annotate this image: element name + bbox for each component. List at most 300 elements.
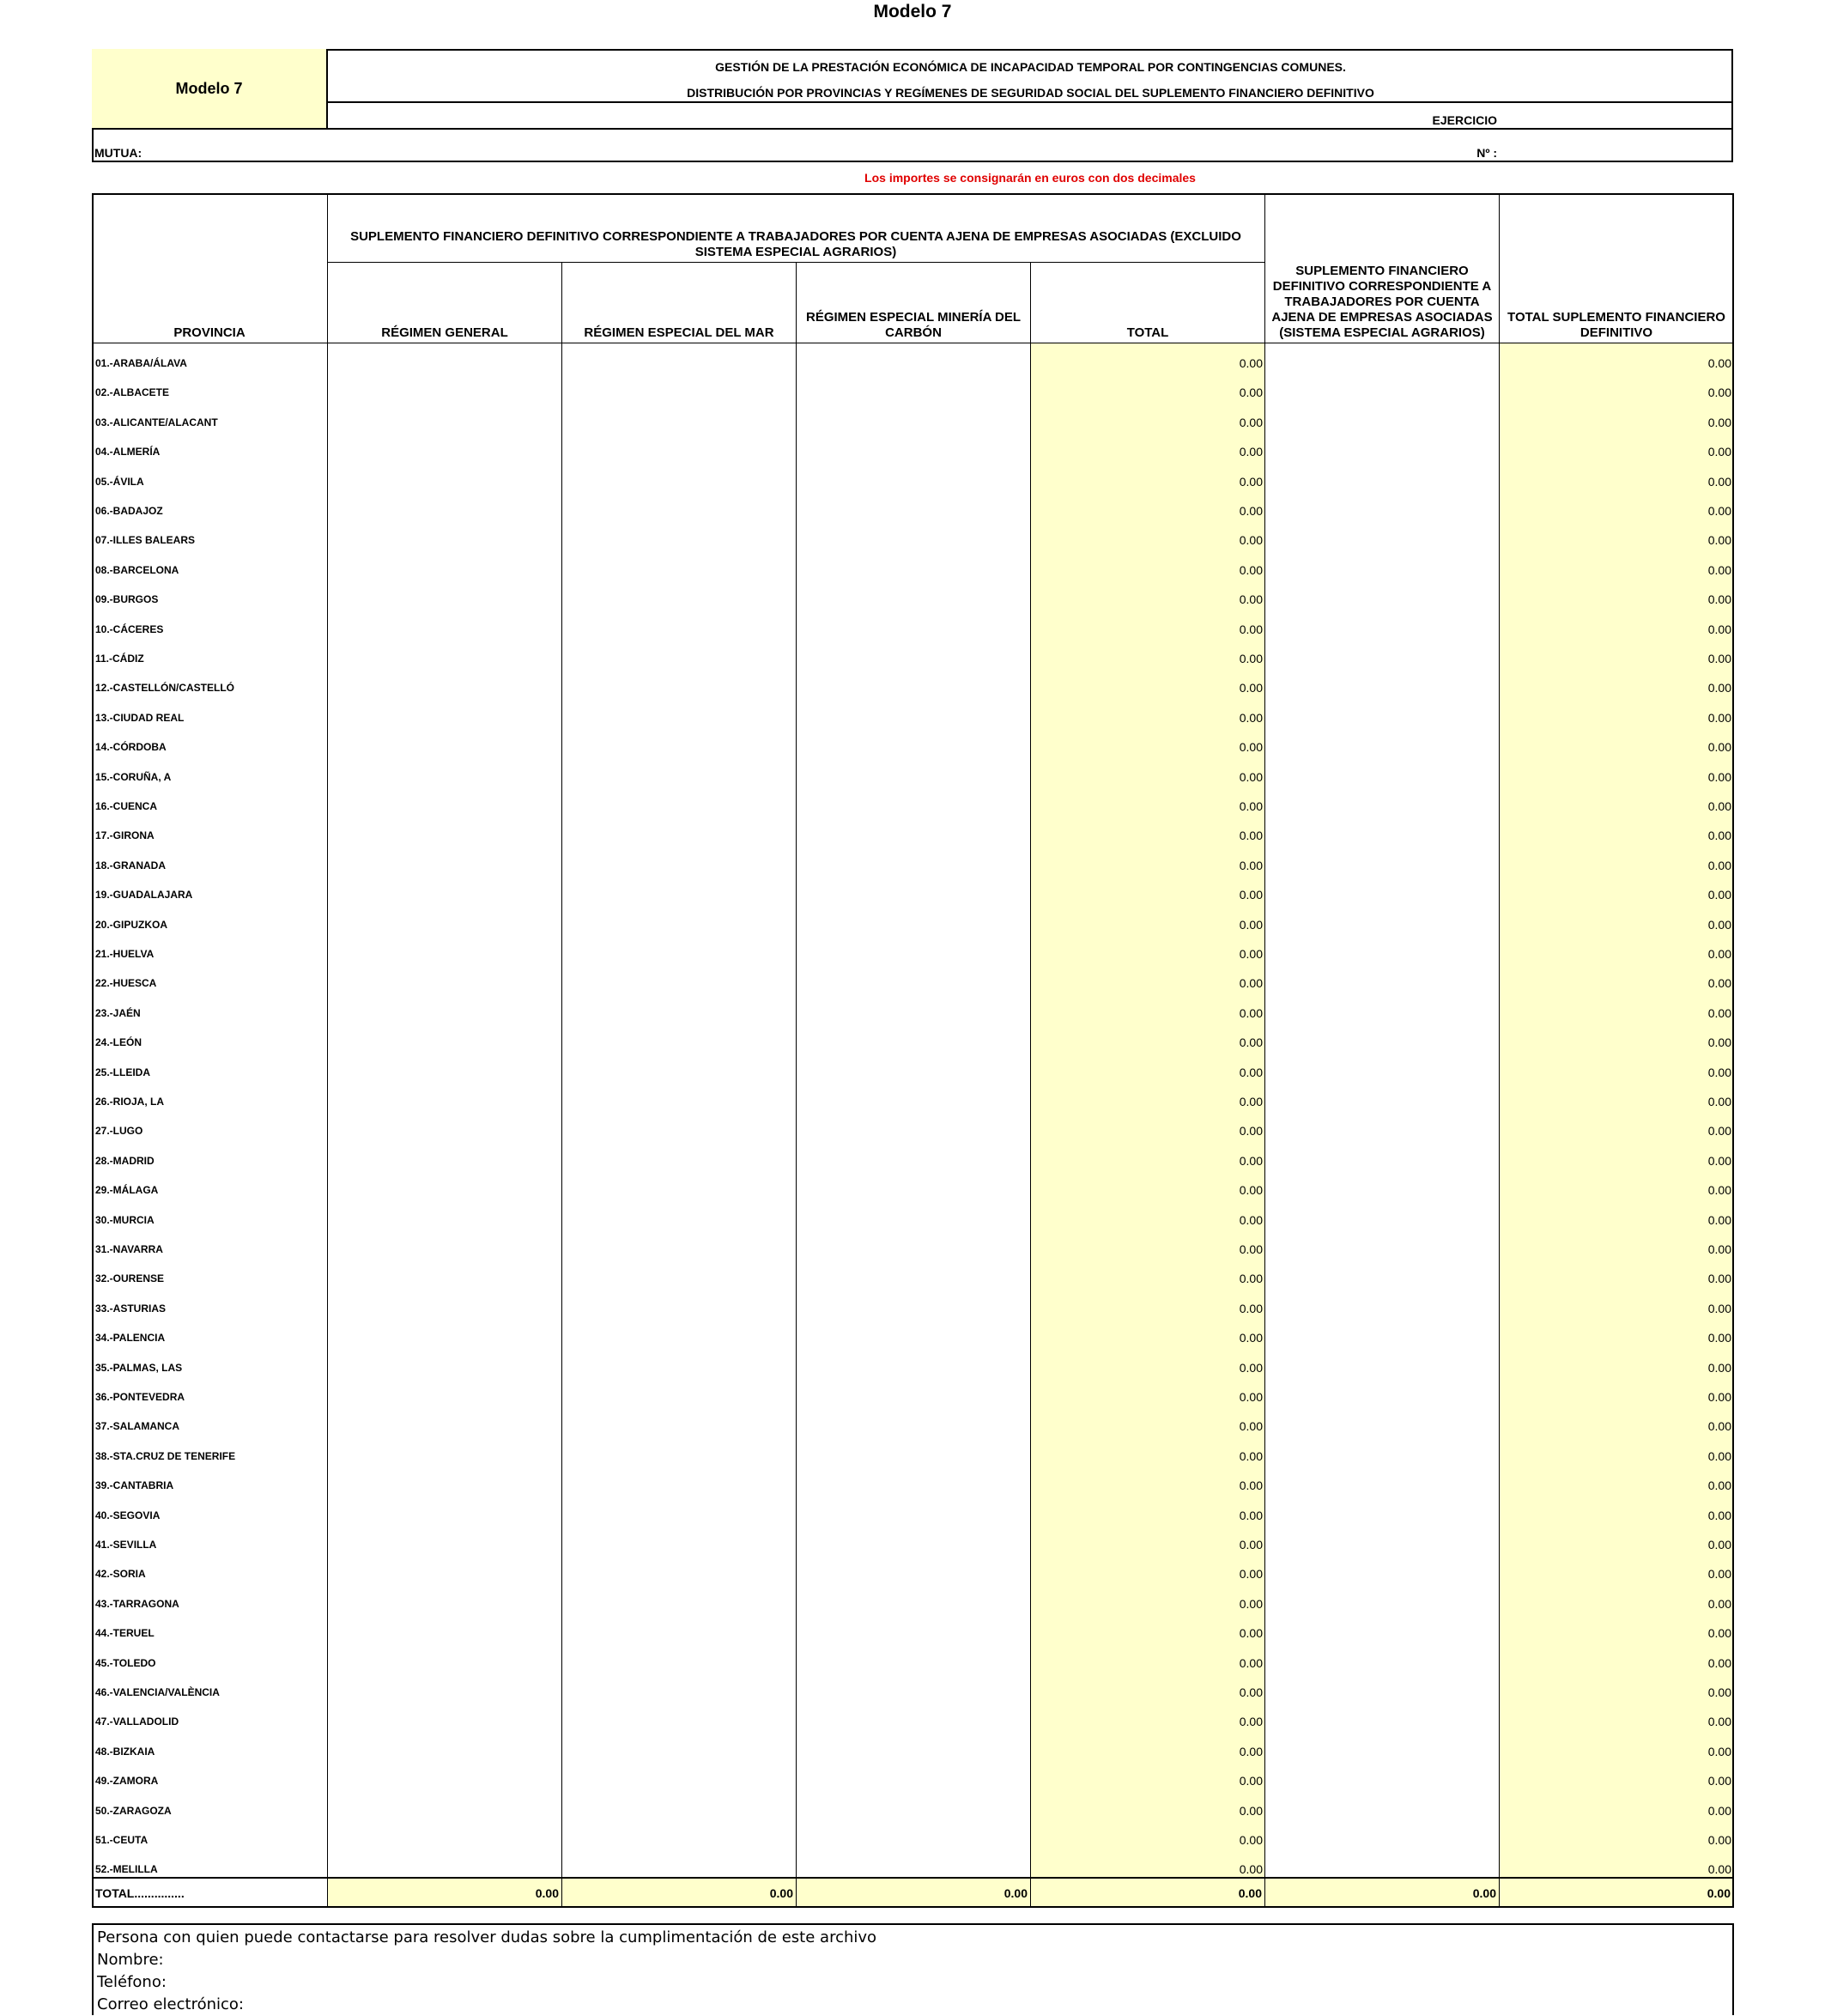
regimen-mineria-cell[interactable] xyxy=(797,1830,1029,1855)
agrarios-cell[interactable] xyxy=(1265,1475,1498,1501)
regimen-mar-cell[interactable] xyxy=(562,471,795,497)
total-suplemento-cell: 0.00 xyxy=(1707,1774,1731,1788)
regimen-mineria-cell[interactable] xyxy=(797,412,1029,438)
province-name: 09.-BURGOS xyxy=(95,593,159,605)
regimen-mineria-cell[interactable] xyxy=(797,1032,1029,1058)
regimen-mineria-cell[interactable] xyxy=(797,1298,1029,1324)
province-name: 04.-ALMERÍA xyxy=(95,446,161,458)
agrarios-cell[interactable] xyxy=(1265,677,1498,703)
total-suplemento-cell: 0.00 xyxy=(1707,1626,1731,1640)
regimen-general-cell[interactable] xyxy=(328,1327,561,1353)
agrarios-cell[interactable] xyxy=(1265,707,1498,733)
contact-telefono[interactable]: Teléfono: xyxy=(97,1973,167,1991)
agrarios-cell[interactable] xyxy=(1265,1003,1498,1029)
total-suplemento-cell: 0.00 xyxy=(1707,563,1731,577)
agrarios-cell[interactable] xyxy=(1265,589,1498,615)
province-name: 16.-CUENCA xyxy=(95,800,158,812)
regimen-general-cell[interactable] xyxy=(328,944,561,969)
agrarios-cell[interactable] xyxy=(1265,1446,1498,1472)
regimen-mineria-cell[interactable] xyxy=(797,1475,1029,1501)
regimen-mineria-cell[interactable] xyxy=(797,884,1029,910)
regimen-mar-cell[interactable] xyxy=(562,1534,795,1560)
agrarios-cell[interactable] xyxy=(1265,619,1498,645)
total-suplemento-cell: 0.00 xyxy=(1707,475,1731,489)
agrarios-cell[interactable] xyxy=(1265,1062,1498,1088)
total-cell: 0.00 xyxy=(1239,681,1263,695)
agrarios-cell[interactable] xyxy=(1265,1210,1498,1236)
total-cell: 0.00 xyxy=(1239,829,1263,842)
regimen-mineria-cell[interactable] xyxy=(797,619,1029,645)
regimen-general-cell[interactable] xyxy=(328,1210,561,1236)
total-cell: 0.00 xyxy=(1239,1035,1263,1049)
agrarios-cell[interactable] xyxy=(1265,1298,1498,1324)
regimen-general-cell[interactable] xyxy=(328,471,561,497)
regimen-general-cell[interactable] xyxy=(328,737,561,762)
agrarios-cell[interactable] xyxy=(1265,1268,1498,1294)
agrarios-cell[interactable] xyxy=(1265,1416,1498,1442)
total-suplemento-cell: 0.00 xyxy=(1707,1124,1731,1138)
agrarios-cell[interactable] xyxy=(1265,737,1498,762)
regimen-mineria-cell[interactable] xyxy=(797,914,1029,940)
regimen-mineria-cell[interactable] xyxy=(797,825,1029,851)
ejercicio-label: EJERCICIO xyxy=(1432,113,1497,127)
agrarios-cell[interactable] xyxy=(1265,1120,1498,1146)
regimen-mar-cell[interactable] xyxy=(562,589,795,615)
regimen-mineria-cell[interactable] xyxy=(797,1859,1029,1885)
regimen-mineria-cell[interactable] xyxy=(797,648,1029,674)
regimen-mineria-cell[interactable] xyxy=(797,1594,1029,1619)
regimen-mineria-cell[interactable] xyxy=(797,737,1029,762)
regimen-mar-cell[interactable] xyxy=(562,944,795,969)
regimen-general-cell[interactable] xyxy=(328,796,561,822)
regimen-mar-cell[interactable] xyxy=(562,1062,795,1088)
total-suplemento-cell: 0.00 xyxy=(1707,976,1731,990)
regimen-mar-cell[interactable] xyxy=(562,1564,795,1589)
regimen-mineria-cell[interactable] xyxy=(797,589,1029,615)
regimen-mar-cell[interactable] xyxy=(562,1151,795,1176)
total-suplemento-cell: 0.00 xyxy=(1707,1066,1731,1079)
agrarios-cell[interactable] xyxy=(1265,1387,1498,1412)
total-cell: 0.00 xyxy=(1239,1597,1263,1611)
regimen-mineria-cell[interactable] xyxy=(797,1800,1029,1826)
total-cell: 0.00 xyxy=(1239,770,1263,784)
agrarios-cell[interactable] xyxy=(1265,1091,1498,1117)
regimen-mar-cell[interactable] xyxy=(562,1003,795,1029)
regimen-mineria-cell[interactable] xyxy=(797,530,1029,556)
total-cell: 0.00 xyxy=(1239,888,1263,902)
regimen-mar-cell[interactable] xyxy=(562,1210,795,1236)
regimen-mar-cell[interactable] xyxy=(562,1032,795,1058)
regimen-mineria-cell[interactable] xyxy=(797,441,1029,467)
province-name: 26.-RIOJA, LA xyxy=(95,1096,165,1108)
regimen-general-cell[interactable] xyxy=(328,1387,561,1412)
regimen-general-cell[interactable] xyxy=(328,412,561,438)
regimen-mar-cell[interactable] xyxy=(562,1770,795,1796)
regimen-mar-cell[interactable] xyxy=(562,855,795,881)
regimen-general-cell[interactable] xyxy=(328,619,561,645)
contact-nombre[interactable]: Nombre: xyxy=(97,1951,164,1969)
regimen-mar-cell[interactable] xyxy=(562,382,795,408)
regimen-mar-cell[interactable] xyxy=(562,1505,795,1531)
agrarios-cell[interactable] xyxy=(1265,1770,1498,1796)
agrarios-cell[interactable] xyxy=(1265,1180,1498,1205)
total-cell: 0.00 xyxy=(1239,1183,1263,1197)
regimen-general-cell[interactable] xyxy=(328,707,561,733)
regimen-mineria-cell[interactable] xyxy=(797,1623,1029,1649)
total-suplemento-cell: 0.00 xyxy=(1707,1862,1731,1876)
regimen-mar-cell[interactable] xyxy=(562,353,795,379)
regimen-mar-cell[interactable] xyxy=(562,914,795,940)
total-cell: 0.00 xyxy=(1239,1124,1263,1138)
regimen-general-cell[interactable] xyxy=(328,1298,561,1324)
agrarios-cell[interactable] xyxy=(1265,855,1498,881)
regimen-mineria-cell[interactable] xyxy=(797,1564,1029,1589)
regimen-mineria-cell[interactable] xyxy=(797,1357,1029,1383)
regimen-general-cell[interactable] xyxy=(328,1062,561,1088)
total-suplemento-cell: 0.00 xyxy=(1707,1006,1731,1020)
agrarios-cell[interactable] xyxy=(1265,1594,1498,1619)
regimen-mineria-cell[interactable] xyxy=(797,1062,1029,1088)
regimen-mineria-cell[interactable] xyxy=(797,1711,1029,1737)
province-name: 41.-SEVILLA xyxy=(95,1539,157,1551)
total-cell: 0.00 xyxy=(1239,533,1263,547)
total-cell: 0.00 xyxy=(1239,445,1263,458)
regimen-mar-cell[interactable] xyxy=(562,677,795,703)
regimen-mineria-cell[interactable] xyxy=(797,471,1029,497)
regimen-mar-cell[interactable] xyxy=(562,560,795,586)
province-name: 27.-LUGO xyxy=(95,1125,143,1137)
regimen-mar-cell[interactable] xyxy=(562,1741,795,1767)
regimen-general-cell[interactable] xyxy=(328,677,561,703)
regimen-mineria-cell[interactable] xyxy=(797,1210,1029,1236)
regimen-mar-cell[interactable] xyxy=(562,412,795,438)
numero-input[interactable] xyxy=(1502,143,1730,160)
regimen-mar-cell[interactable] xyxy=(562,1623,795,1649)
province-name: 11.-CÁDIZ xyxy=(95,653,144,665)
total-suplemento-cell: 0.00 xyxy=(1707,652,1731,665)
total-suplemento-cell: 0.00 xyxy=(1707,1597,1731,1611)
agrarios-cell[interactable] xyxy=(1265,560,1498,586)
province-name: 51.-CEUTA xyxy=(95,1834,149,1846)
province-name: 13.-CIUDAD REAL xyxy=(95,712,185,724)
agrarios-cell[interactable] xyxy=(1265,1564,1498,1589)
total-suplemento-cell: 0.00 xyxy=(1707,1479,1731,1492)
regimen-general-cell[interactable] xyxy=(328,1800,561,1826)
total-suplemento-cell: 0.00 xyxy=(1707,1272,1731,1285)
regimen-general-cell[interactable] xyxy=(328,825,561,851)
regimen-mar-cell[interactable] xyxy=(562,1357,795,1383)
regimen-mineria-cell[interactable] xyxy=(797,1741,1029,1767)
regimen-general-cell[interactable] xyxy=(328,441,561,467)
regimen-general-cell[interactable] xyxy=(328,1711,561,1737)
province-name: 42.-SORIA xyxy=(95,1568,146,1580)
total-cell: 0.00 xyxy=(1239,1331,1263,1345)
regimen-mineria-cell[interactable] xyxy=(797,1387,1029,1412)
total-suplemento-cell: 0.00 xyxy=(1707,1213,1731,1227)
total-cell: 0.00 xyxy=(1239,1745,1263,1758)
regimen-mar-cell[interactable] xyxy=(562,1446,795,1472)
regimen-mar-cell[interactable] xyxy=(562,1475,795,1501)
regimen-general-cell[interactable] xyxy=(328,1770,561,1796)
agrarios-cell[interactable] xyxy=(1265,1534,1498,1560)
regimen-mineria-cell[interactable] xyxy=(797,1268,1029,1294)
regimen-mineria-cell[interactable] xyxy=(797,1534,1029,1560)
total-suplemento-cell: 0.00 xyxy=(1707,1567,1731,1581)
regimen-mineria-cell[interactable] xyxy=(797,1151,1029,1176)
regimen-general-cell[interactable] xyxy=(328,560,561,586)
agrarios-cell[interactable] xyxy=(1265,944,1498,969)
regimen-mineria-cell[interactable] xyxy=(797,1653,1029,1679)
agrarios-cell[interactable] xyxy=(1265,501,1498,526)
province-name: 52.-MELILLA xyxy=(95,1863,158,1875)
agrarios-cell[interactable] xyxy=(1265,1741,1498,1767)
regimen-mar-cell[interactable] xyxy=(562,619,795,645)
regimen-general-cell[interactable] xyxy=(328,1830,561,1855)
regimen-general-cell[interactable] xyxy=(328,973,561,999)
regimen-general-cell[interactable] xyxy=(328,1180,561,1205)
agrarios-cell[interactable] xyxy=(1265,471,1498,497)
regimen-mar-cell[interactable] xyxy=(562,1091,795,1117)
total-suplemento-cell: 0.00 xyxy=(1707,1538,1731,1551)
agrarios-cell[interactable] xyxy=(1265,1032,1498,1058)
regimen-mineria-cell[interactable] xyxy=(797,501,1029,526)
regimen-mineria-cell[interactable] xyxy=(797,382,1029,408)
agrarios-cell[interactable] xyxy=(1265,1505,1498,1531)
total-suplemento-cell: 0.00 xyxy=(1707,622,1731,636)
regimen-general-cell[interactable] xyxy=(328,1357,561,1383)
regimen-general-cell[interactable] xyxy=(328,501,561,526)
regimen-mar-cell[interactable] xyxy=(562,1859,795,1885)
regimen-mar-cell[interactable] xyxy=(562,707,795,733)
regimen-general-cell[interactable] xyxy=(328,1859,561,1885)
total-cell: 0.00 xyxy=(1239,976,1263,990)
regimen-mar-cell[interactable] xyxy=(562,737,795,762)
totals-mineria: 0.00 xyxy=(1003,1886,1028,1900)
total-cell: 0.00 xyxy=(1239,1361,1263,1375)
total-suplemento-cell: 0.00 xyxy=(1707,504,1731,518)
regimen-mineria-cell[interactable] xyxy=(797,796,1029,822)
regimen-general-cell[interactable] xyxy=(328,1091,561,1117)
agrarios-cell[interactable] xyxy=(1265,441,1498,467)
regimen-mar-cell[interactable] xyxy=(562,1830,795,1855)
regimen-general-cell[interactable] xyxy=(328,382,561,408)
regimen-general-cell[interactable] xyxy=(328,1564,561,1589)
agrarios-cell[interactable] xyxy=(1265,530,1498,556)
mutua-input[interactable] xyxy=(155,143,1442,160)
regimen-mar-cell[interactable] xyxy=(562,1594,795,1619)
agrarios-cell[interactable] xyxy=(1265,884,1498,910)
agrarios-cell[interactable] xyxy=(1265,1151,1498,1176)
total-cell: 0.00 xyxy=(1239,1272,1263,1285)
regimen-mar-cell[interactable] xyxy=(562,1387,795,1412)
regimen-mineria-cell[interactable] xyxy=(797,353,1029,379)
regimen-mar-cell[interactable] xyxy=(562,501,795,526)
regimen-general-cell[interactable] xyxy=(328,1003,561,1029)
regimen-mar-cell[interactable] xyxy=(562,530,795,556)
agrarios-cell[interactable] xyxy=(1265,796,1498,822)
regimen-general-cell[interactable] xyxy=(328,855,561,881)
regimen-mineria-cell[interactable] xyxy=(797,1120,1029,1146)
province-name: 12.-CASTELLÓN/CASTELLÓ xyxy=(95,682,235,694)
total-suplemento-cell: 0.00 xyxy=(1707,770,1731,784)
regimen-mar-cell[interactable] xyxy=(562,1416,795,1442)
regimen-mar-cell[interactable] xyxy=(562,796,795,822)
province-name: 06.-BADAJOZ xyxy=(95,505,163,517)
regimen-general-cell[interactable] xyxy=(328,1239,561,1265)
agrarios-cell[interactable] xyxy=(1265,914,1498,940)
regimen-mineria-cell[interactable] xyxy=(797,1239,1029,1265)
agrarios-cell[interactable] xyxy=(1265,648,1498,674)
province-name: 30.-MURCIA xyxy=(95,1214,155,1226)
totals-general: 0.00 xyxy=(535,1886,559,1900)
regimen-general-cell[interactable] xyxy=(328,1534,561,1560)
total-suplemento-cell: 0.00 xyxy=(1707,1833,1731,1847)
regimen-general-cell[interactable] xyxy=(328,1268,561,1294)
regimen-mar-cell[interactable] xyxy=(562,1682,795,1708)
regimen-mar-cell[interactable] xyxy=(562,1711,795,1737)
province-name: 07.-ILLES BALEARS xyxy=(95,534,196,546)
province-name: 01.-ARABA/ÁLAVA xyxy=(95,357,187,369)
province-name: 21.-HUELVA xyxy=(95,948,155,960)
regimen-mar-cell[interactable] xyxy=(562,1327,795,1353)
regimen-mineria-cell[interactable] xyxy=(797,855,1029,881)
regimen-mar-cell[interactable] xyxy=(562,648,795,674)
regimen-general-cell[interactable] xyxy=(328,353,561,379)
regimen-general-cell[interactable] xyxy=(328,1682,561,1708)
agrarios-cell[interactable] xyxy=(1265,973,1498,999)
regimen-mar-cell[interactable] xyxy=(562,1800,795,1826)
regimen-general-cell[interactable] xyxy=(328,1416,561,1442)
regimen-mineria-cell[interactable] xyxy=(797,1091,1029,1117)
regimen-mineria-cell[interactable] xyxy=(797,707,1029,733)
agrarios-cell[interactable] xyxy=(1265,1623,1498,1649)
regimen-mineria-cell[interactable] xyxy=(797,1505,1029,1531)
total-suplemento-cell: 0.00 xyxy=(1707,1745,1731,1758)
regimen-mar-cell[interactable] xyxy=(562,441,795,467)
regimen-mineria-cell[interactable] xyxy=(797,677,1029,703)
total-cell: 0.00 xyxy=(1239,652,1263,665)
regimen-mar-cell[interactable] xyxy=(562,1298,795,1324)
total-cell: 0.00 xyxy=(1239,1626,1263,1640)
agrarios-cell[interactable] xyxy=(1265,825,1498,851)
total-suplemento-cell: 0.00 xyxy=(1707,1509,1731,1522)
regimen-mar-cell[interactable] xyxy=(562,767,795,792)
regimen-general-cell[interactable] xyxy=(328,530,561,556)
agrarios-cell[interactable] xyxy=(1265,1830,1498,1855)
regimen-general-cell[interactable] xyxy=(328,589,561,615)
regimen-mineria-cell[interactable] xyxy=(797,1180,1029,1205)
regimen-mineria-cell[interactable] xyxy=(797,1446,1029,1472)
regimen-general-cell[interactable] xyxy=(328,1505,561,1531)
province-name: 39.-CANTABRIA xyxy=(95,1479,174,1491)
regimen-general-cell[interactable] xyxy=(328,884,561,910)
total-cell: 0.00 xyxy=(1239,1862,1263,1876)
total-cell: 0.00 xyxy=(1239,711,1263,725)
total-suplemento-cell: 0.00 xyxy=(1707,681,1731,695)
province-name: 17.-GIRONA xyxy=(95,829,155,841)
regimen-general-cell[interactable] xyxy=(328,1151,561,1176)
province-name: 36.-PONTEVEDRA xyxy=(95,1391,185,1403)
regimen-mineria-cell[interactable] xyxy=(797,1327,1029,1353)
ejercicio-input[interactable] xyxy=(1502,112,1730,127)
regimen-mineria-cell[interactable] xyxy=(797,1682,1029,1708)
regimen-mar-cell[interactable] xyxy=(562,884,795,910)
province-name: 24.-LEÓN xyxy=(95,1036,142,1048)
regimen-mineria-cell[interactable] xyxy=(797,560,1029,586)
regimen-mar-cell[interactable] xyxy=(562,1120,795,1146)
agrarios-cell[interactable] xyxy=(1265,1327,1498,1353)
total-suplemento-cell: 0.00 xyxy=(1707,1154,1731,1168)
regimen-mineria-cell[interactable] xyxy=(797,973,1029,999)
regimen-mineria-cell[interactable] xyxy=(797,1770,1029,1796)
page-title: Modelo 7 xyxy=(873,2,952,21)
agrarios-cell[interactable] xyxy=(1265,382,1498,408)
regimen-mar-cell[interactable] xyxy=(562,1268,795,1294)
agrarios-cell[interactable] xyxy=(1265,1711,1498,1737)
total-cell: 0.00 xyxy=(1239,1006,1263,1020)
province-name: 15.-CORUÑA, A xyxy=(95,771,172,783)
regimen-mar-cell[interactable] xyxy=(562,1180,795,1205)
regimen-general-cell[interactable] xyxy=(328,767,561,792)
total-suplemento-cell: 0.00 xyxy=(1707,533,1731,547)
regimen-general-cell[interactable] xyxy=(328,1741,561,1767)
total-cell: 0.00 xyxy=(1239,592,1263,606)
agrarios-cell[interactable] xyxy=(1265,1239,1498,1265)
agrarios-cell[interactable] xyxy=(1265,1653,1498,1679)
contact-box xyxy=(92,1923,1734,2015)
province-name: 45.-TOLEDO xyxy=(95,1657,156,1669)
agrarios-cell[interactable] xyxy=(1265,1800,1498,1826)
regimen-general-cell[interactable] xyxy=(328,1446,561,1472)
agrarios-cell[interactable] xyxy=(1265,1357,1498,1383)
agrarios-cell[interactable] xyxy=(1265,767,1498,792)
regimen-mineria-cell[interactable] xyxy=(797,1003,1029,1029)
regimen-general-cell[interactable] xyxy=(328,648,561,674)
header-total-suplemento: TOTAL SUPLEMENTO FINANCIERO DEFINITIVO xyxy=(1507,310,1725,340)
contact-correo[interactable]: Correo electrónico: xyxy=(97,1995,244,2013)
province-name: 25.-LLEIDA xyxy=(95,1066,151,1078)
regimen-mar-cell[interactable] xyxy=(562,973,795,999)
regimen-mineria-cell[interactable] xyxy=(797,767,1029,792)
regimen-mineria-cell[interactable] xyxy=(797,944,1029,969)
regimen-general-cell[interactable] xyxy=(328,1623,561,1649)
regimen-general-cell[interactable] xyxy=(328,1653,561,1679)
model-label: Modelo 7 xyxy=(92,49,328,129)
regimen-mar-cell[interactable] xyxy=(562,1239,795,1265)
province-name: 40.-SEGOVIA xyxy=(95,1509,161,1521)
province-name: 23.-JAÉN xyxy=(95,1007,141,1019)
regimen-mar-cell[interactable] xyxy=(562,825,795,851)
regimen-general-cell[interactable] xyxy=(328,1120,561,1146)
province-name: 46.-VALENCIA/VALÈNCIA xyxy=(95,1686,220,1698)
province-name: 50.-ZARAGOZA xyxy=(95,1805,172,1817)
regimen-general-cell[interactable] xyxy=(328,914,561,940)
total-suplemento-cell: 0.00 xyxy=(1707,1685,1731,1699)
total-cell: 0.00 xyxy=(1239,416,1263,429)
regimen-mar-cell[interactable] xyxy=(562,1653,795,1679)
total-cell: 0.00 xyxy=(1239,622,1263,636)
agrarios-cell[interactable] xyxy=(1265,1859,1498,1885)
regimen-general-cell[interactable] xyxy=(328,1475,561,1501)
regimen-mineria-cell[interactable] xyxy=(797,1416,1029,1442)
province-name: 22.-HUESCA xyxy=(95,977,157,989)
regimen-general-cell[interactable] xyxy=(328,1032,561,1058)
regimen-general-cell[interactable] xyxy=(328,1594,561,1619)
agrarios-cell[interactable] xyxy=(1265,412,1498,438)
agrarios-cell[interactable] xyxy=(1265,353,1498,379)
total-suplemento-cell: 0.00 xyxy=(1707,1361,1731,1375)
agrarios-cell[interactable] xyxy=(1265,1682,1498,1708)
